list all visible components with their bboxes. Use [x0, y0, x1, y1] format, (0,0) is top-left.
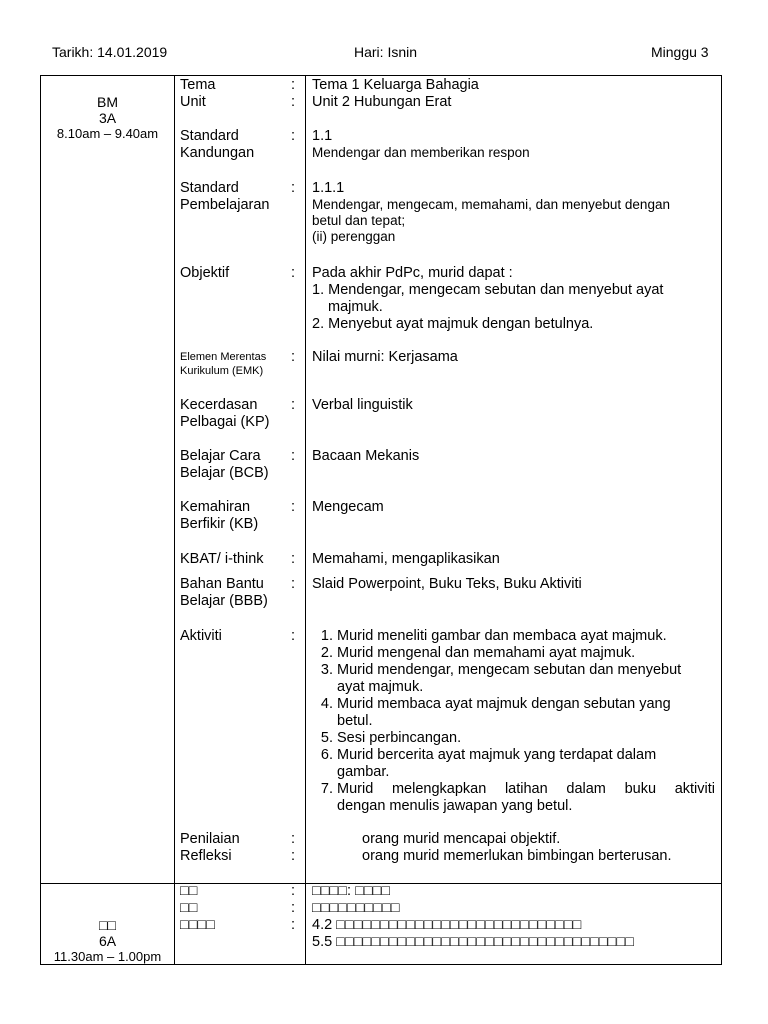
sp-desc-line: Mendengar, mengecam, memahami, dan menyebut dengan: [312, 197, 670, 212]
label-line: Pelbagai (KP): [180, 414, 270, 430]
value-standard-pembelajaran: [312, 180, 716, 245]
aktiviti-text: gambar.: [337, 764, 390, 780]
aktiviti-text: betul.: [337, 713, 373, 729]
value-kbat: Memahami, mengaplikasikan: [312, 551, 500, 567]
aktiviti-text: Murid membaca ayat majmuk dengan sebutan yang: [337, 696, 671, 712]
aktiviti-text: dengan menulis jawapan yang betul.: [337, 798, 573, 814]
colon: :: [290, 883, 296, 899]
aktiviti-item: [337, 747, 715, 781]
label-bbb: [180, 576, 285, 610]
lesson2-subject-cell: [41, 917, 174, 965]
objektif-item-text: Mendengar, mengecam sebutan dan menyebut ayat: [328, 282, 664, 298]
label-line: Kurikulum (EMK): [180, 365, 264, 377]
value-unit: Unit 2 Hubungan Erat: [312, 94, 452, 110]
value-objektif: [312, 265, 716, 333]
aktiviti-text: ayat majmuk.: [337, 679, 424, 695]
lesson2-label: □□: [180, 900, 198, 916]
label-line: Belajar Cara: [180, 448, 261, 464]
label-line: Pembelajaran: [180, 197, 270, 213]
aktiviti-item: [337, 781, 715, 815]
label-bcb: [180, 448, 285, 482]
value-kb: Mengecam: [312, 499, 384, 515]
sp-desc-line: (ii) perenggan: [312, 229, 396, 244]
label-kb: [180, 499, 285, 533]
value-emk: Nilai murni: Kerjasama: [312, 349, 458, 365]
value-refleksi: orang murid memerlukan bimbingan berterusan.: [362, 848, 672, 864]
objektif-item-cont: majmuk.: [328, 299, 383, 315]
colon: :: [290, 448, 296, 464]
label-line: Kemahiran: [180, 499, 251, 515]
label-standard-kandungan: [180, 128, 285, 162]
label-kp: [180, 397, 285, 431]
colon: :: [290, 128, 296, 144]
sk-desc: Mendengar dan memberikan respon: [312, 145, 530, 160]
colon: :: [290, 917, 296, 933]
label-line: Bahan Bantu: [180, 576, 264, 592]
label-line: Standard: [180, 128, 239, 144]
lesson2-time: 11.30am – 1.00pm: [53, 949, 162, 964]
label-standard-pembelajaran: [180, 180, 285, 214]
aktiviti-text: Sesi perbincangan.: [337, 730, 462, 746]
label-penilaian: Penilaian: [180, 831, 240, 847]
label-refleksi: Refleksi: [180, 848, 232, 864]
colon: :: [290, 349, 296, 365]
aktiviti-text: Murid mengenal dan memahami ayat majmuk.: [337, 645, 636, 661]
column-divider-2: [305, 76, 306, 964]
aktiviti-list: [313, 628, 715, 815]
lesson2-class: 6A: [98, 933, 117, 949]
colon: :: [290, 831, 296, 847]
sp-desc-line: betul dan tepat;: [312, 213, 406, 228]
value-bcb: Bacaan Mekanis: [312, 448, 420, 464]
lesson1-subject-cell: [41, 94, 174, 142]
colon: :: [290, 576, 296, 592]
aktiviti-text: Murid bercerita ayat majmuk yang terdapat dalam: [337, 747, 657, 763]
label-line: Kandungan: [180, 145, 255, 161]
label-tema: Tema: [180, 77, 216, 93]
colon: :: [290, 94, 296, 110]
colon: :: [290, 397, 296, 413]
colon: :: [290, 180, 296, 196]
value-kp: Verbal linguistik: [312, 397, 413, 413]
label-aktiviti: Aktiviti: [180, 628, 222, 644]
aktiviti-text: Murid meneliti gambar dan membaca ayat majmuk.: [337, 628, 667, 644]
lesson1-class: 3A: [98, 110, 117, 126]
colon: :: [290, 551, 296, 567]
label-line: Belajar (BBB): [180, 593, 268, 609]
date-text: Tarikh: 14.01.2019: [52, 44, 168, 60]
lesson-plan-table: [40, 75, 722, 965]
lesson1-time: 8.10am – 9.40am: [56, 126, 159, 141]
colon: :: [290, 900, 296, 916]
label-objektif: Objektif: [180, 265, 230, 281]
label-line: Elemen Merentas: [180, 351, 267, 363]
lesson2-value: 5.5 □□□□□□□□□□□□□□□□□□□□□□□□□□□□□□□□□□: [312, 934, 634, 950]
label-line: Belajar (BCB): [180, 465, 269, 481]
colon: :: [290, 265, 296, 281]
week-text: Minggu 3: [651, 44, 709, 60]
value-tema: Tema 1 Keluarga Bahagia: [312, 77, 479, 93]
lesson2-label: □□: [180, 883, 198, 899]
label-emk: [180, 350, 285, 378]
objektif-item: 2. Menyebut ayat majmuk dengan betulnya.: [312, 316, 594, 332]
column-divider-1: [174, 76, 175, 964]
lesson2-label: □□□□: [180, 917, 216, 933]
aktiviti-item: [337, 628, 715, 645]
aktiviti-item: [337, 645, 715, 662]
aktiviti-text: Murid mendengar, mengecam sebutan dan menyebut: [337, 662, 682, 678]
lesson2-value: 4.2 □□□□□□□□□□□□□□□□□□□□□□□□□□□□: [312, 917, 582, 933]
lesson1-subject: BM: [97, 94, 118, 110]
colon: :: [290, 848, 296, 864]
value-aktiviti: [313, 628, 715, 815]
objektif-item-text: Menyebut ayat majmuk dengan betulnya.: [328, 316, 594, 332]
lesson2-value: □□□□□□□□□□: [312, 900, 400, 916]
aktiviti-item: [337, 662, 715, 696]
value-bbb: Slaid Powerpoint, Buku Teks, Buku Aktiviti: [312, 576, 582, 592]
aktiviti-item: [337, 696, 715, 730]
colon: :: [290, 628, 296, 644]
objektif-item: 1. Mendengar, mengecam sebutan dan menyebut ayat: [312, 282, 664, 298]
label-kbat: KBAT/ i-think: [180, 551, 264, 567]
day-text: Hari: Isnin: [354, 44, 418, 60]
colon: :: [290, 499, 296, 515]
colon: :: [290, 77, 296, 93]
lesson2-value: □□□□: □□□□: [312, 883, 391, 899]
aktiviti-text: Murid melengkapkan latihan dalam buku aktiviti: [337, 781, 715, 797]
page-header: [0, 44, 768, 64]
sk-code: 1.1: [312, 128, 333, 144]
label-line: Kecerdasan: [180, 397, 258, 413]
label-unit: Unit: [180, 94, 206, 110]
aktiviti-item: [337, 730, 715, 747]
value-standard-kandungan: [312, 128, 716, 161]
sp-code: 1.1.1: [312, 180, 345, 196]
label-line: Berfikir (KB): [180, 516, 259, 532]
value-penilaian: orang murid mencapai objektif.: [362, 831, 561, 847]
objektif-intro: Pada akhir PdPc, murid dapat :: [312, 265, 513, 281]
lesson2-subject: □□: [99, 917, 116, 933]
label-line: Standard: [180, 180, 239, 196]
